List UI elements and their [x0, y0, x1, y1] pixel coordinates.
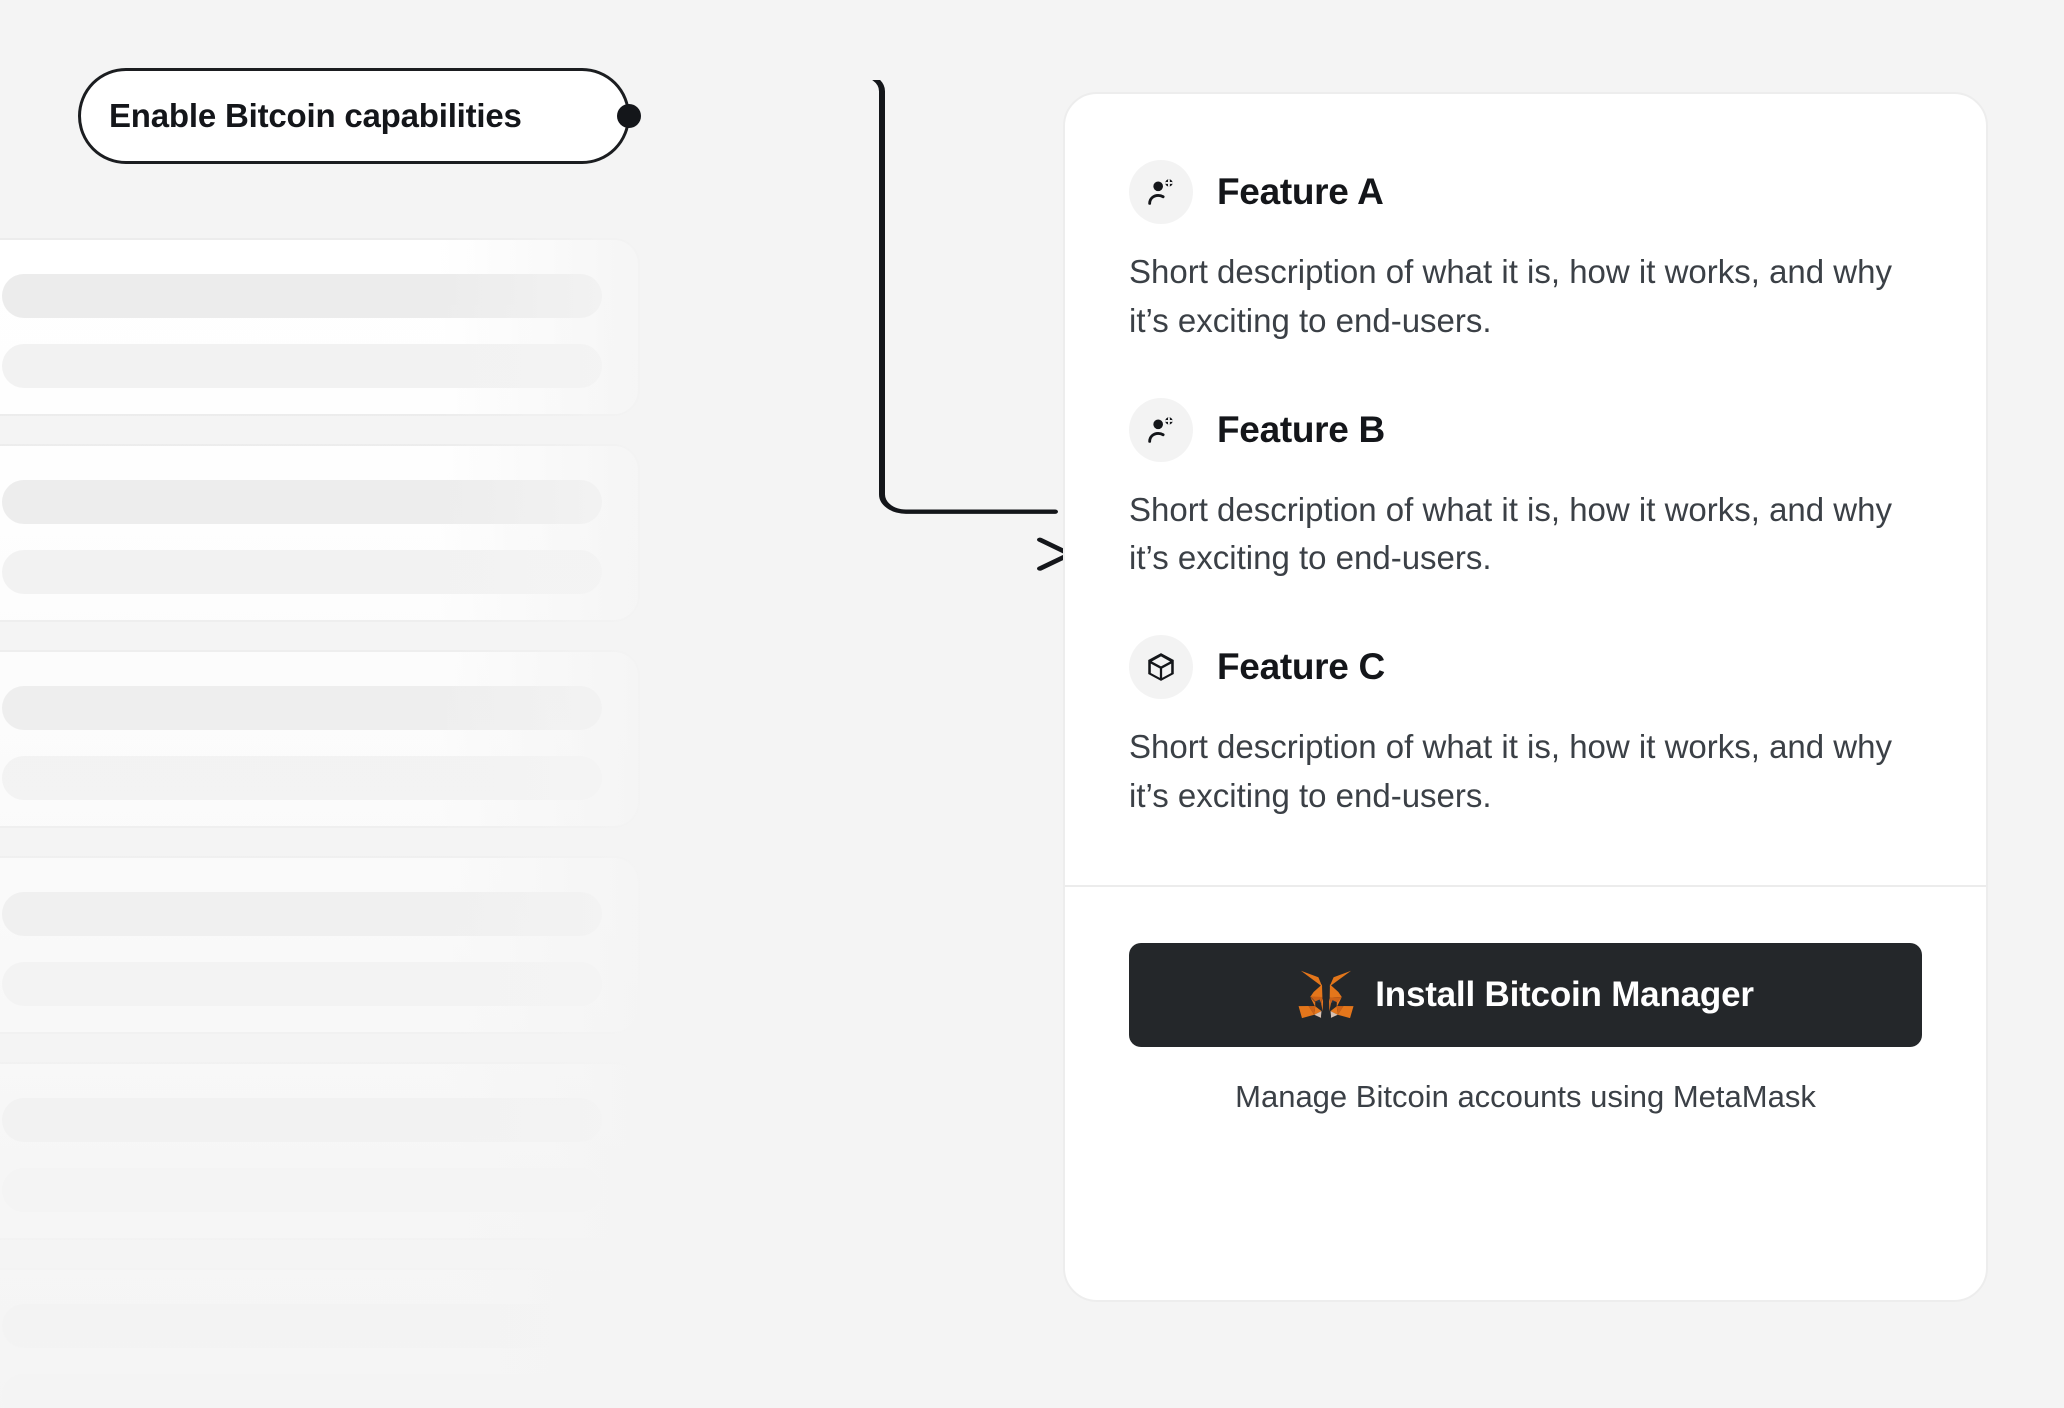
annotation-callout: [78, 68, 630, 164]
feature-description: Short description of what it is, how it works, and why it’s exciting to end-users.: [1129, 490, 1892, 577]
skeleton-card: [0, 650, 640, 828]
skeleton-bar: [2, 550, 602, 594]
feature-title: Feature C: [1217, 646, 1385, 688]
feature-header: [1129, 398, 1922, 462]
footer-note: Manage Bitcoin accounts using MetaMask: [1235, 1078, 1816, 1114]
connector-arrow-icon: [600, 80, 1080, 720]
panel-footer: [1065, 887, 1986, 1115]
feature-panel: [1063, 92, 1988, 1302]
feature-description: Short description of what it is, how it works, and why it’s exciting to end-users.: [1129, 253, 1892, 339]
account-add-icon: [1129, 160, 1193, 224]
feature-header: [1129, 160, 1922, 224]
skeleton-bar: [2, 1168, 602, 1212]
account-add-icon: [1129, 398, 1193, 462]
connector-dot: [617, 104, 641, 128]
skeleton-card: [0, 238, 640, 416]
skeleton-bar: [2, 756, 602, 800]
skeleton-bar: [2, 274, 602, 318]
skeleton-bar: [2, 344, 602, 388]
feature-title: Feature B: [1217, 408, 1385, 450]
feature-title: Feature A: [1217, 171, 1384, 212]
feature-header: [1129, 635, 1922, 699]
skeleton-bar: [2, 686, 602, 730]
skeleton-card: [0, 1268, 640, 1408]
skeleton-bar: [2, 892, 602, 936]
skeleton-card: [0, 444, 640, 622]
metamask-fox-icon: [1297, 969, 1355, 1021]
feature-item: [1129, 635, 1922, 821]
annotation-label: Enable Bitcoin capabilities: [109, 97, 522, 134]
skeleton-bar: [2, 480, 602, 524]
feature-item: [1129, 160, 1922, 346]
feature-list: [1065, 94, 1986, 875]
background-skeleton-list: [0, 238, 640, 1408]
skeleton-card: [0, 856, 640, 1034]
skeleton-bar: [2, 1374, 602, 1408]
cube-icon: [1129, 635, 1193, 699]
skeleton-card: [0, 1062, 640, 1240]
skeleton-bar: [2, 962, 602, 1006]
skeleton-bar: [2, 1304, 602, 1348]
skeleton-bar: [2, 1098, 602, 1142]
install-bitcoin-manager-button[interactable]: [1129, 943, 1922, 1047]
install-button-label: Install Bitcoin Manager: [1375, 974, 1754, 1014]
feature-item: [1129, 398, 1922, 584]
feature-description: Short description of what it is, how it works, and why it’s exciting to end-users.: [1129, 728, 1892, 815]
